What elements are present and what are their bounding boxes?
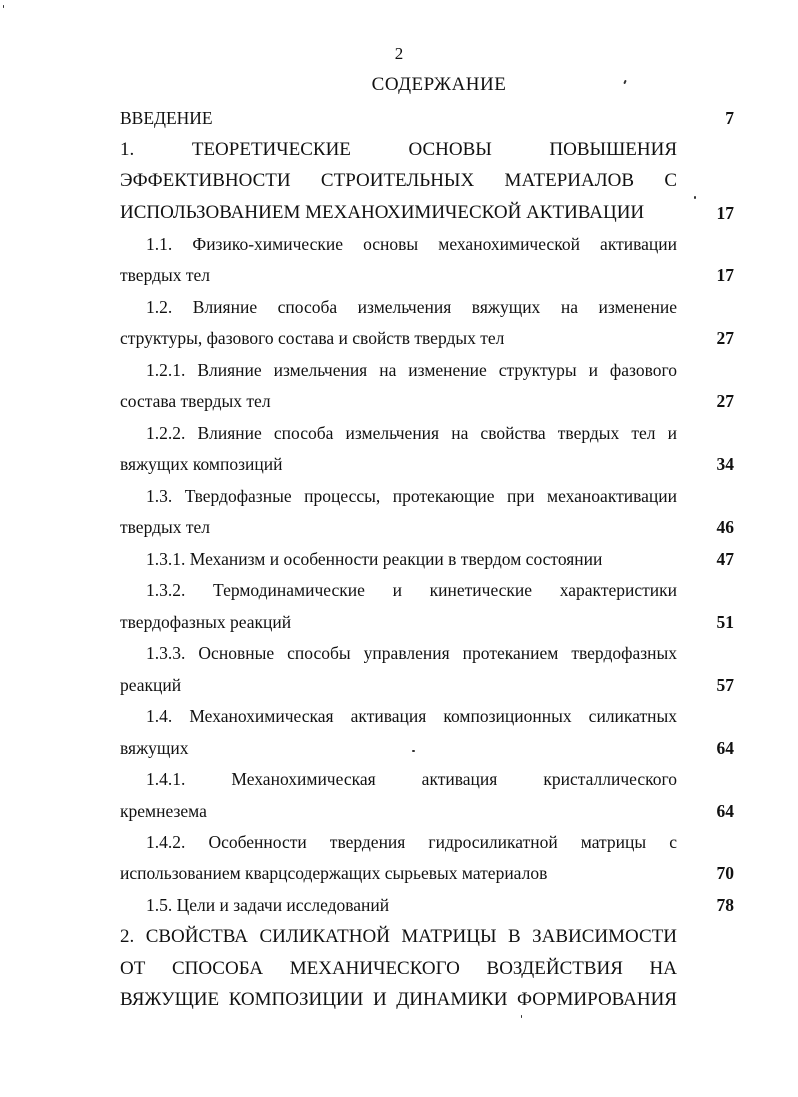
toc-page: 17 — [716, 265, 734, 285]
toc-line: 1.1. Физико-химические основы механохимической активации — [146, 234, 677, 254]
toc-line: ИСПОЛЬЗОВАНИЕМ МЕХАНОХИМИЧЕСКОЙ АКТИВАЦИИ — [120, 202, 645, 223]
scan-speck — [3, 5, 4, 8]
toc-line: 1.5. Цели и задачи исследований — [146, 895, 390, 915]
toc-title: СОДЕРЖАНИЕ — [371, 74, 507, 95]
toc-page: 64 — [716, 738, 734, 758]
page-number: 2 — [394, 44, 404, 63]
toc-page: 17 — [716, 203, 734, 223]
scan-speck — [521, 1015, 522, 1018]
toc-page: 27 — [716, 328, 734, 348]
toc-line: структуры, фазового состава и свойств твердых тел — [120, 328, 505, 348]
toc-line: ЭФФЕКТИВНОСТИ СТРОИТЕЛЬНЫХ МАТЕРИАЛОВ С — [120, 170, 677, 191]
toc-line: 1.3.1. Механизм и особенности реакции в твердом состоянии — [146, 549, 603, 569]
toc-page: 27 — [716, 391, 734, 411]
toc-line: 1.3. Твердофазные процессы, протекающие при механоактивации — [146, 486, 677, 506]
toc-line: 2. СВОЙСТВА СИЛИКАТНОЙ МАТРИЦЫ В ЗАВИСИМОСТИ — [120, 926, 677, 947]
toc-line: 1.2.1. Влияние измельчения на изменение структуры и фазового — [146, 360, 677, 380]
scan-speck — [412, 750, 415, 752]
toc-line: вяжущих — [120, 738, 189, 758]
toc-line: 1.3.3. Основные способы управления протеканием твердофазных — [146, 643, 677, 663]
toc-page: 47 — [716, 549, 734, 569]
toc-line: твердых тел — [120, 517, 211, 537]
toc-line: 1.2. Влияние способа измельчения вяжущих на изменение — [146, 297, 677, 317]
toc-line: реакций — [120, 675, 182, 695]
toc-line: ВВЕДЕНИЕ — [120, 108, 213, 128]
toc-page: 70 — [716, 863, 734, 883]
toc-line: 1.3.2. Термодинамические и кинетические характеристики — [146, 580, 677, 600]
toc-page: 51 — [716, 612, 734, 632]
toc-line: состава твердых тел — [120, 391, 271, 411]
toc-page: 64 — [716, 801, 734, 821]
toc-line: 1. ТЕОРЕТИЧЕСКИЕ ОСНОВЫ ПОВЫШЕНИЯ — [120, 139, 677, 160]
toc-line: 1.4.1. Механохимическая активация кристаллического — [146, 769, 677, 789]
toc-line: ВЯЖУЩИЕ КОМПОЗИЦИИ И ДИНАМИКИ ФОРМИРОВАНИЯ — [120, 989, 677, 1010]
toc-line: 1.4.2. Особенности твердения гидросиликатной матрицы с — [146, 832, 677, 852]
toc-page: 78 — [716, 895, 734, 915]
toc-line: использованием кварцсодержащих сырьевых материалов — [120, 863, 548, 883]
toc-page: 34 — [716, 454, 734, 474]
toc-line: 1.4. Механохимическая активация композиционных силикатных — [146, 706, 677, 726]
scan-speck — [694, 196, 696, 199]
toc-line: кремнезема — [120, 801, 207, 821]
toc-line: ОТ СПОСОБА МЕХАНИЧЕСКОГО ВОЗДЕЙСТВИЯ НА — [120, 958, 677, 979]
toc-page: 46 — [716, 517, 734, 537]
toc-page: 57 — [716, 675, 734, 695]
toc-page: 7 — [725, 108, 734, 128]
toc-line: твердых тел — [120, 265, 211, 285]
toc-line: вяжущих композиций — [120, 454, 283, 474]
toc-line: твердофазных реакций — [120, 612, 292, 632]
toc-line: 1.2.2. Влияние способа измельчения на свойства твердых тел и — [146, 423, 677, 443]
